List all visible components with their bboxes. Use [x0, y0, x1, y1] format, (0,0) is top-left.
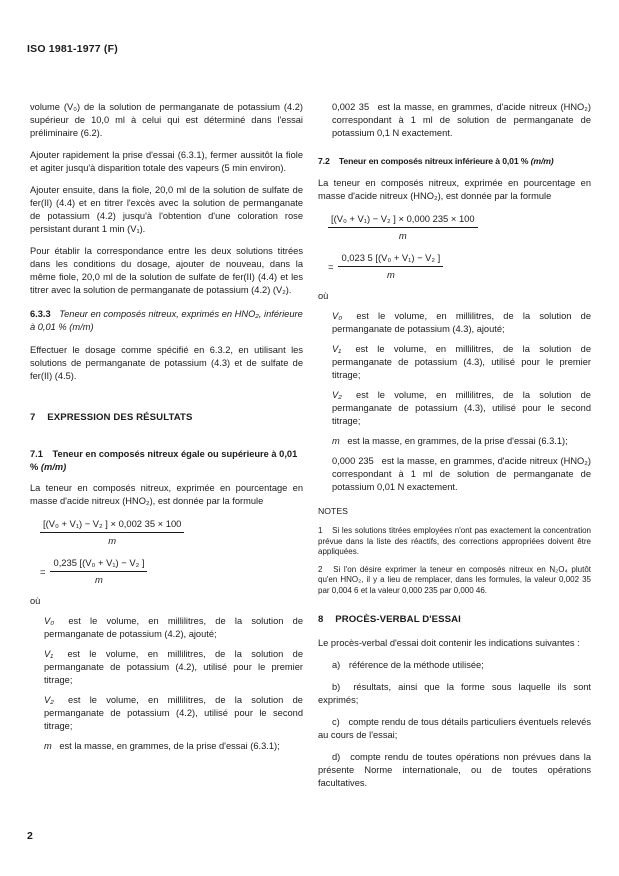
definition-v0 [318, 310, 591, 336]
heading-number: 7.2 [318, 156, 330, 166]
heading-mm: (m/m) [40, 462, 67, 472]
paragraph-proces-verbal: Le procès-verbal d'essai doit contenir les indications suivantes : [318, 637, 580, 648]
ou-label: où [318, 291, 329, 301]
formula-7-1-expanded [40, 517, 303, 547]
equals-sign: = [40, 565, 46, 577]
paragraph-ajouter-ensuite: Ajouter ensuite, dans la fiole, 20,0 ml de la solution de sulfate de fer(II) (4.4) et en titrer l'excès avec la solution de permanganate de potassium (4.2) jusqu'à l'obtention d'une coloration rose persistant durant 1 min (V₁). [30, 185, 303, 234]
heading-number: 7.1 [30, 449, 43, 459]
list-text: compte rendu de tous détails particuliers éventuels relevés au cours de l'essai; [318, 716, 591, 740]
list-marker: a) [332, 659, 341, 670]
definition-term: 0,002 35 [332, 102, 370, 112]
definition-text: est la masse, en grammes, d'acide nitreux (HNO₂) correspondant à 1 ml de solution de permanganate de potassium 0,01 N exactement. [332, 456, 591, 492]
formula-7-2-expanded [328, 212, 591, 242]
definition-v1 [318, 343, 591, 382]
note-number: 1 [318, 526, 323, 535]
definition-v2 [30, 694, 303, 733]
heading-number: 8 [318, 613, 324, 625]
heading-mm: (m/m) [530, 156, 554, 166]
definition-v2 [318, 389, 591, 428]
heading-title: PROCÈS-VERBAL D'ESSAI [335, 613, 461, 625]
note-number: 2 [318, 564, 323, 574]
list-marker: b) [332, 681, 341, 692]
list-text: référence de la méthode utilisée; [348, 659, 484, 670]
fraction-denominator: m [95, 574, 103, 585]
fraction-denominator: m [108, 535, 117, 546]
definition-term: V₂ [332, 390, 342, 400]
list-item-c [318, 716, 591, 742]
fraction-denominator: m [398, 230, 407, 241]
heading-title: EXPRESSION DES RÉSULTATS [47, 412, 193, 423]
paragraph-pour-etablir: Pour établir la correspondance entre les deux solutions titrées dans les conditions du dosage, ajouter de nouveau, dans la même fiole, 20,0 ml de la solution de sulfate de fer(II) (4.4) et les titrer avec la solution de permanganate de potassium (4.2) (V₂). [30, 246, 303, 295]
definition-m [30, 740, 303, 753]
definition-v0 [30, 615, 303, 641]
definition-term: V₂ [44, 695, 54, 705]
formula-7-1-simplified [40, 556, 303, 586]
list-item-a [318, 659, 591, 672]
fraction-numerator: 0,023 5 [(V₀ + V₁) − V₂ ] [338, 251, 443, 267]
page-header: ISO 1981-1977 (F) [27, 43, 118, 55]
definition-text: est le volume, en millilitres, de la solution de permanganate de potassium (4.2), utilisé pour le second titrage; [44, 695, 303, 731]
left-column [30, 101, 303, 760]
section-heading-7-2 [318, 155, 591, 168]
note-text: Si les solutions titrées employées n'ont pas exactement la concentration prévue dans la liste des réactifs, des corrections appropriées doivent être appliquées. [318, 526, 591, 557]
heading-title: Teneur en composés nitreux égale ou supérieure à 0,01 % [30, 449, 298, 472]
fraction-denominator: m [386, 269, 395, 280]
fraction [40, 517, 184, 547]
definition-text: est le volume, en millilitres, de la solution de permanganate de potassium (4.3), ajouté; [332, 311, 591, 334]
right-column [318, 101, 591, 799]
paragraph-volume: volume (V₀) de la solution de permanganate de potassium (4.2) supérieur de 10,0 ml à celui qui est déterminé dans l'essai préliminaire (6.2). [30, 102, 303, 138]
heading-number: 6.3.3 [30, 309, 51, 319]
definition-0-000-235 [318, 455, 591, 494]
definition-term: m [332, 436, 340, 446]
paragraph-effectuer: Effectuer le dosage comme spécifié en 6.3.2, en utilisant les solutions de permanganate de potassium (4.3) et de sulfate de fer(II) (4.5). [30, 345, 303, 381]
fraction [328, 212, 478, 242]
definition-text: est le volume, en millilitres, de la solution de permanganate de potassium (4.2), utilisé pour le premier titrage; [44, 649, 303, 685]
formula-7-2-simplified [328, 251, 591, 281]
definition-term: V₀ [44, 616, 55, 626]
fraction-numerator: [(V₀ + V₁) − V₂ ] × 0,000 235 × 100 [328, 212, 478, 228]
equals-sign: = [328, 260, 334, 272]
list-text: compte rendu de toutes opérations non prévues dans la présente Norme internationale, ou de toutes opérations facultatives. [318, 751, 591, 788]
paragraph-teneur-formule: La teneur en composés nitreux, exprimée en pourcentage en masse d'acide nitreux (HNO₂), est donnée par la formule [30, 483, 303, 506]
ou-label: où [30, 596, 41, 606]
section-heading-6-3-3 [30, 308, 303, 334]
section-heading-7-1 [30, 448, 303, 474]
fraction [338, 251, 443, 281]
definition-term: V₁ [44, 649, 54, 659]
heading-title: Teneur en composés nitreux inférieure à 0,01 % [338, 156, 529, 166]
list-marker: d) [332, 751, 341, 762]
list-marker: c) [332, 716, 340, 727]
paragraph-ajouter-rapidement: Ajouter rapidement la prise d'essai (6.3.1), fermer aussitôt la fiole et agiter jusqu'à disparition totale des vapeurs (5 min environ). [30, 150, 303, 173]
list-item-d [318, 751, 591, 790]
fraction-numerator: 0,235 [(V₀ + V₁) − V₂ ] [50, 556, 147, 572]
definition-v1 [30, 648, 303, 687]
definition-text: est la masse, en grammes, d'acide nitreux (HNO₂) correspondant à 1 ml de solution de permanganate de potassium 0,1 N exactement. [332, 102, 591, 138]
section-heading-8 [318, 613, 591, 626]
definition-term: V₀ [332, 311, 343, 321]
fraction [50, 556, 147, 586]
note-1 [318, 526, 591, 558]
definition-text: est le volume, en millilitres, de la solution de permanganate de potassium (4.3), utilisé pour le second titrage; [332, 390, 591, 426]
note-text: Si l'on désire exprimer la teneur en composés nitreux en N₂O₄ plutôt qu'en HNO₂, il y a lieu de remplacer, dans les formules, la valeur 0,002 35 par 0,004 6 et la valeur 0,000 235 par 0,000 46. [318, 564, 591, 595]
note-2 [318, 565, 591, 597]
definition-0-002-35 [318, 101, 591, 140]
heading-number: 7 [30, 412, 36, 423]
definition-term: m [44, 741, 52, 751]
page-number: 2 [27, 830, 33, 842]
list-item-b [318, 681, 591, 707]
heading-title: Teneur en composés nitreux, exprimés en HNO₂, inférieure à 0,01 % (m/m) [30, 309, 303, 332]
definition-text: est le volume, en millilitres, de la solution de permanganate de potassium (4.3), utilisé pour le premier titrage; [332, 344, 591, 380]
definition-m [318, 435, 591, 448]
notes-title: NOTES [318, 506, 348, 516]
paragraph-teneur-formule: La teneur en composés nitreux, exprimée en pourcentage en masse d'acide nitreux (HNO₂), est donnée par la formule [318, 178, 591, 201]
definition-text: est la masse, en grammes, de la prise d'essai (6.3.1); [347, 436, 568, 446]
list-text: résultats, ainsi que la forme sous laquelle ils sont exprimés; [318, 681, 591, 705]
section-heading-7 [30, 411, 303, 424]
definition-text: est le volume, en millilitres, de la solution de permanganate de potassium (4.2), ajouté; [44, 616, 303, 639]
definition-text: est la masse, en grammes, de la prise d'essai (6.3.1); [59, 741, 280, 751]
definition-term: 0,000 235 [332, 456, 374, 466]
fraction-numerator: [(V₀ + V₁) − V₂ ] × 0,002 35 × 100 [40, 517, 184, 533]
definition-term: V₁ [332, 344, 342, 354]
